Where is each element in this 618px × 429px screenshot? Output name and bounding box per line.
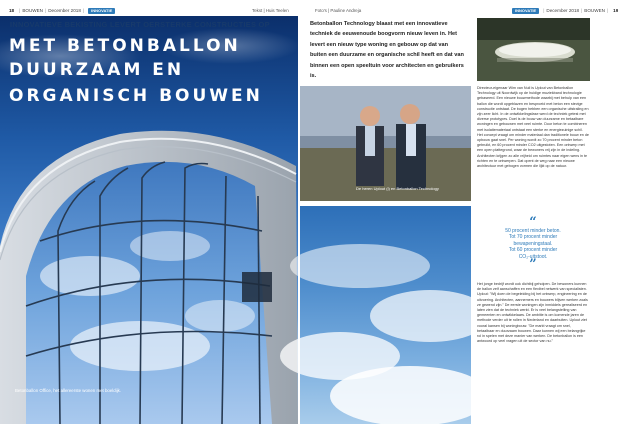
section-tag-left: INNOVATIE bbox=[88, 8, 115, 14]
issue-date-right: December 2018 bbox=[546, 8, 580, 13]
hero-caption: Betonballon Office, het allereerste wonen met boeldijk. bbox=[15, 388, 122, 393]
founders-photo bbox=[300, 86, 471, 201]
quote-line: bewapeningstaal. bbox=[513, 240, 553, 247]
headline-line-2: DUURZAAM EN bbox=[9, 60, 185, 80]
quote-open-icon: “ bbox=[529, 215, 537, 230]
quote-line: 50 procent minder beton. bbox=[505, 228, 561, 234]
sky-photo bbox=[300, 206, 471, 424]
running-header-left: 18 | BOUWEN | December 2018 | INNOVATIE bbox=[9, 6, 117, 16]
photo-credit: Foto's | Pauline Andreja bbox=[315, 8, 362, 13]
headline-line-3: ORGANISCH BOUWEN bbox=[9, 86, 263, 106]
headline-line-1: MET BETONBALLON bbox=[9, 36, 241, 56]
magazine-name-left: BOUWEN bbox=[22, 8, 43, 13]
quote-close-icon: ” bbox=[529, 257, 537, 273]
page-number-left: 18 bbox=[9, 8, 15, 13]
quote-line: CO₂-uitstoot. bbox=[518, 253, 548, 260]
section-tag-right: INNOVATIE bbox=[512, 8, 539, 14]
article-kicker: INNOVATIEVE BEKISTING LEVERT OERSTERKE CONSTRUCTIES OP bbox=[10, 20, 270, 29]
article-lead: Betonballon Technology blaast met een innovatieve techniek de eeuwenoude boogvorm nieuw leven in. Het levert een nieuw type woning en gebouw op dat van buiten een duurzame en organische schil heeft en dat van binnen een open speeltuin voor architecten en gebruikers is. bbox=[310, 21, 464, 80]
founders-caption: De heren Uplout (l) en Betonballon Technology bbox=[356, 186, 439, 191]
pull-quote bbox=[477, 215, 589, 273]
quote-line: Tot 70 procent minder bbox=[508, 234, 558, 241]
prototype-illustration bbox=[477, 18, 590, 81]
text-credit: Tekst | Huis Teelen bbox=[252, 8, 289, 13]
page-number-right: 19 bbox=[613, 8, 618, 13]
running-header-right: INNOVATIE | December 2018 | BOUWEN | 19 bbox=[510, 6, 618, 16]
body-text-column-a: Directeur-eigenaar Wim van Nuil is Uplout van Betonballon Technology uit Noordwijk op de huidige muziekband technologie gebaseerd. Een nieuwe bouwmethode waarbij met behulp van een ballon die wordt opgeblazen en besproeid met beton een stevige constructie ontstaat. De bogen hebben een organische uitstraling en zijn zeer licht. In de ontwikkelingsfase werd de techniek getest met diverse prototypes. Doel is de bouw van duurzame en betaalbare woningen en gebouwen met veel ruimte. Door beton te combineren met isolatiemateriaal ontstaat een sterke en energiezuinige schil. Het concept vraagt om minder materiaal dan traditionele bouw en de opbouw gaat snel. Per woning wordt zo 70 procent minder beton gebruikt, en 60 procent minder CO2 uitgestoten. Een ontwerp met een open plattegrond, waar de bewoners vrij zijn in de indeling. Architecten krijgen zo alle vrijheid om ruimtes naar eigen wens in te richten en te ontwerpen. Dat opent de weg naar een nieuwe architectuur met gebogen vormen die lijkt op de natuur. bbox=[477, 86, 589, 169]
founders-illustration bbox=[300, 86, 471, 201]
quote-line: Tot 60 procent minder bbox=[508, 247, 558, 254]
prototype-photo bbox=[477, 18, 590, 81]
body-text-column-b: Het jonge bedrijf wordt ook dichtbij geholpen. De bewoners kunnen de ballon zelf aanschaffen en een flexibel netwerk van specialisten. Uplout: "Wij doen de begeleiding bij het ontwerp, engineering en de uitvoering. Architecten, aannemers en bouwers blijven werken zoals ze gewend zijn." De eerste woningen zijn inmiddels gerealiseerd en laten zien dat de techniek werkt. Er is veel belangstelling van gemeenten en ontwikkelaars. De ambitie is om komende jaren de methode verder uit te rollen in Nederland en daarbuiten. Uplout ziet vooral kansen bij woningbouw: "De markt vraagt om snel, betaalbaar en duurzaam bouwen. Daar kunnen wij een belangrijke rol in spelen met deze manier van werken. De betonballon is een antwoord op veel vragen uit de sector van nu." bbox=[477, 282, 588, 344]
magazine-name-right: BOUWEN bbox=[584, 8, 605, 13]
sky-illustration bbox=[300, 206, 471, 424]
issue-date-left: December 2018 bbox=[48, 8, 81, 13]
